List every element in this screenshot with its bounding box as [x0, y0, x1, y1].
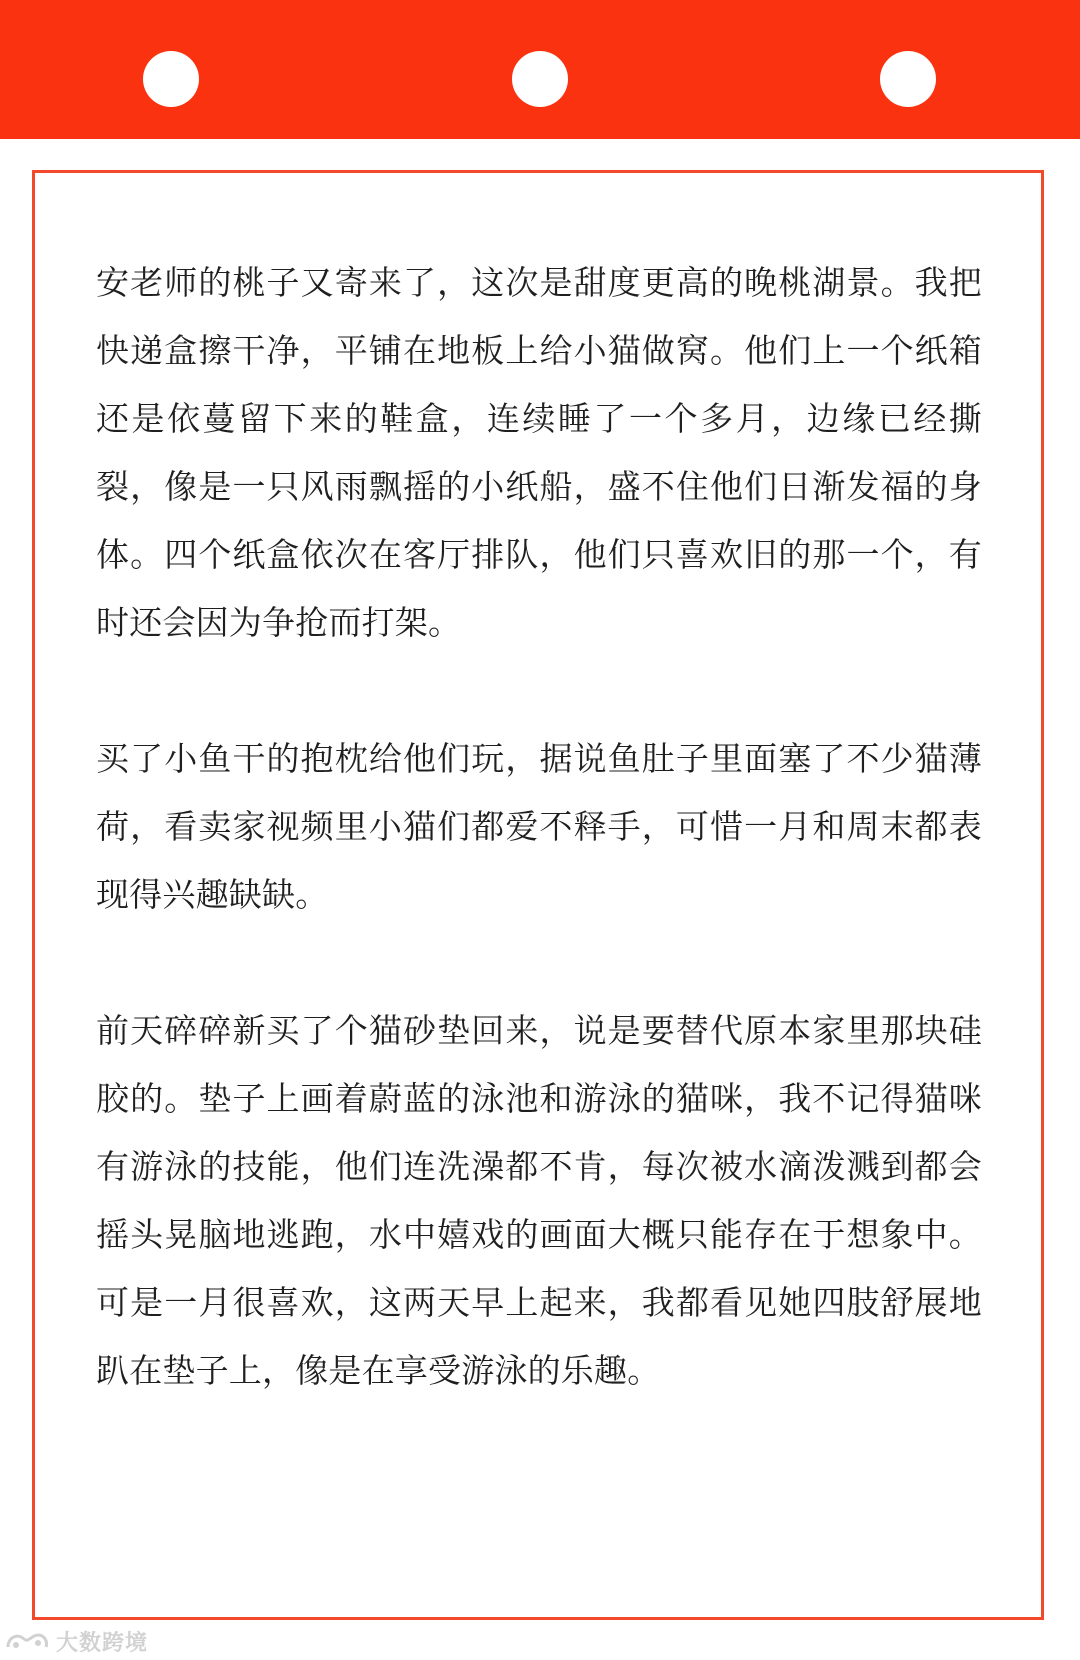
paragraph-2: 买了小鱼干的抱枕给他们玩，据说鱼肚子里面塞了不少猫薄荷，看卖家视频里小猫们都爱不释手，可惜一月和周末都表现得兴趣缺缺。 — [96, 739, 982, 914]
paragraph-1: 安老师的桃子又寄来了，这次是甜度更高的晚桃湖景。我把快递盒擦干净，平铺在地板上给小猫做窝。他们上一个纸箱还是依蔓留下来的鞋盒，连续睡了一个多月，边缘已经撕裂，像是一只风雨飘摇的小纸船，盛不住他们日渐发福的身体。四个纸盒依次在客厅排队，他们只喜欢旧的那一个，有时还会因为争抢而打架。 — [96, 263, 982, 642]
watermark-text: 大数跨境 — [56, 1630, 149, 1656]
calendar-header-bar — [0, 0, 1080, 139]
watermark — [4, 1626, 148, 1656]
paragraph-3: 前天碎碎新买了个猫砂垫回来，说是要替代原本家里那块硅胶的。垫子上画着蔚蓝的泳池和游泳的猫咪，我不记得猫咪有游泳的技能，他们连洗澡都不肯，每次被水滴泼溅到都会摇头晃脑地逃跑，水中嬉戏的画面大概只能存在于想象中。可是一月很喜欢，这两天早上起来，我都看见她四肢舒展地趴在垫子上，像是在享受游泳的乐趣。 — [96, 1011, 982, 1390]
watermark-logo-icon — [4, 1629, 52, 1653]
binder-ring-icon — [880, 51, 936, 107]
article-body — [96, 249, 982, 1473]
binder-ring-icon — [512, 51, 568, 107]
binder-ring-icon — [143, 51, 199, 107]
